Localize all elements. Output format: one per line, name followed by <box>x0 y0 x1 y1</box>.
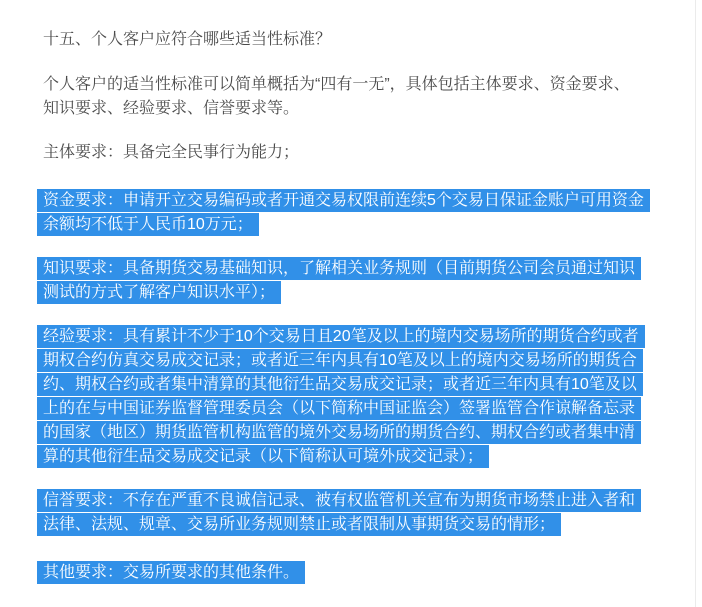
article-body <box>37 28 649 585</box>
selected-text-reputation: 信誉要求：不存在严重不良诚信记录、被有权监管机关宣布为期货市场禁止进入者和法律、法规、规章、交易所业务规则禁止或者限制从事期货交易的情形； <box>37 489 641 536</box>
content-right-border <box>695 0 696 607</box>
funds-requirement-paragraph <box>37 189 649 237</box>
question-title: 十五、个人客户应符合哪些适当性标准？ <box>43 31 332 48</box>
knowledge-requirement-paragraph <box>37 257 649 305</box>
selected-text-funds: 资金要求：申请开立交易编码或者开通交易权限前连续5个交易日保证金账户可用资金余额均不低于人民币10万元； <box>37 189 650 236</box>
selected-text-knowledge: 知识要求：具备期货交易基础知识，了解相关业务规则（目前期货公司会员通过知识测试的方式了解客户知识水平）； <box>37 257 641 304</box>
subject-requirement-paragraph: 主体要求：具备完全民事行为能力； <box>43 144 300 161</box>
selected-text-other: 其他要求：交易所要求的其他条件。 <box>37 561 305 584</box>
intro-paragraph: 个人客户的适当性标准可以简单概括为“四有一无”，具体包括主体要求、资金要求、知识要求、经验要求、信誉要求等。 <box>43 76 630 117</box>
reputation-requirement-paragraph <box>37 489 649 537</box>
selected-text-experience: 经验要求：具有累计不少于10个交易日且20笔及以上的境内交易场所的期货合约或者期权合约仿真交易成交记录；或者近三年内具有10笔及以上的境内交易场所的期货合约、期权合约或者集中清算的其他衍生品交易成交记录；或者近三年内具有10笔及以上的在与中国证券监督管理委员会（以下简称中国证监会）签署监管合作谅解备忘录的国家（地区）期货监管机构监管的境外交易场所的期货合约、期权合约或者集中清算的其他衍生品交易成交记录（以下简称认可境外成交记录）； <box>37 325 645 468</box>
experience-requirement-paragraph <box>37 325 649 469</box>
other-requirement-paragraph <box>37 561 649 585</box>
